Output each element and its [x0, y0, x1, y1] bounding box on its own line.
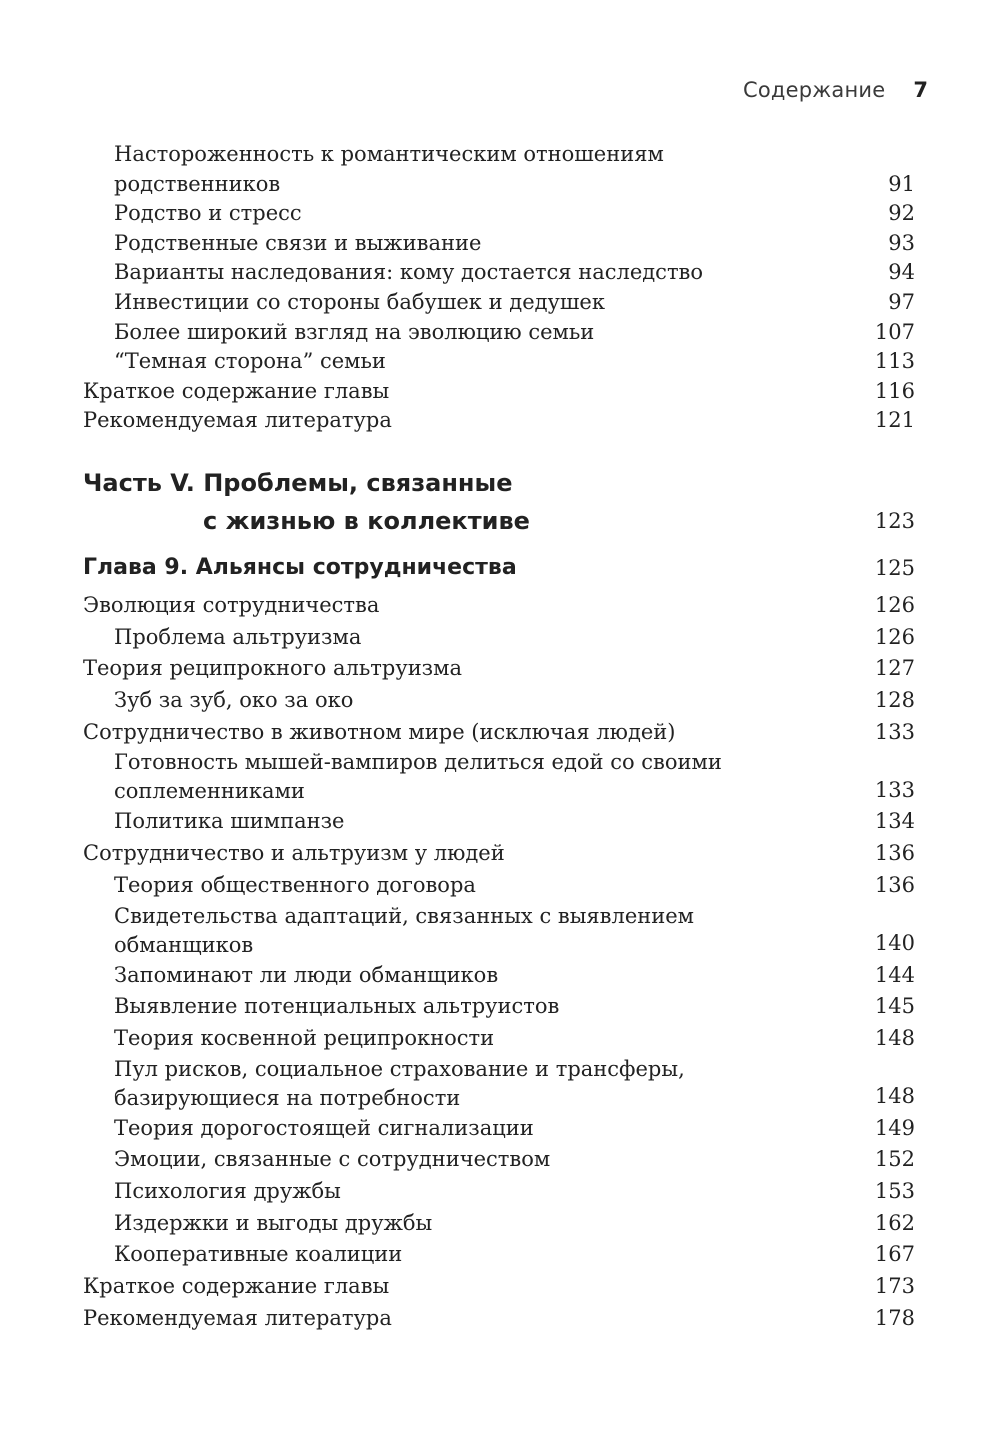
toc-entry-title: Издержки и выгоды дружбы	[114, 1210, 433, 1235]
toc-entry	[83, 1208, 915, 1240]
toc-entry-title: Политика шимпанзе	[114, 809, 345, 834]
running-header	[743, 78, 928, 102]
part-title-row	[83, 502, 915, 540]
toc-entry-title: Инвестиции со стороны бабушек и дедушек	[114, 289, 605, 314]
toc-entry-title: Настороженность к романтическим отношениям родственников	[114, 142, 664, 196]
toc-entry	[83, 685, 915, 717]
toc-entry	[83, 1239, 915, 1271]
toc-entry-page: 136	[874, 841, 915, 866]
toc-entry-title: Сотрудничество в животном мире (исключая людей)	[83, 719, 676, 744]
toc-entry-title: Варианты наследования: кому достается наследство	[114, 260, 704, 285]
toc-entry-title: “Темная сторона” семьи	[114, 349, 386, 374]
toc-entry-title: Родственные связи и выживание	[114, 230, 482, 255]
toc-entry-page: 148	[874, 1025, 915, 1050]
toc-entry	[83, 717, 915, 749]
toc-entry	[83, 229, 915, 259]
toc-entry	[83, 1113, 915, 1145]
toc-entry-page: 127	[874, 656, 915, 681]
toc-entry-title: Сотрудничество и альтруизм у людей	[83, 841, 505, 866]
toc-entry-page: 126	[874, 592, 915, 617]
toc-entry	[83, 1055, 915, 1113]
toc-entry-page: 116	[874, 378, 915, 403]
part-heading	[83, 464, 915, 540]
toc-entry-title: Теория реципрокного альтруизма	[83, 656, 462, 681]
part-title-line1: Часть V. Проблемы, связанные	[83, 468, 513, 497]
toc-entry-page: 113	[874, 349, 915, 374]
toc-entry-title: Теория дорогостоящей сигнализации	[114, 1115, 534, 1140]
toc-entry	[83, 622, 915, 654]
chapter-heading	[83, 550, 915, 586]
toc-entry-page: 107	[874, 319, 915, 344]
toc-entry	[83, 806, 915, 838]
toc-entry-title: Эволюция сотрудничества	[83, 592, 380, 617]
toc-entry-title: Пул рисков, социальное страхование и трансферы, базирующиеся на потребности	[114, 1056, 685, 1110]
toc-entry	[83, 347, 915, 377]
toc-entry-page: 93	[888, 230, 915, 255]
toc-entry	[83, 870, 915, 902]
toc-entry	[83, 838, 915, 870]
toc-entry-title: Эмоции, связанные с сотрудничеством	[114, 1147, 551, 1172]
toc-entry	[83, 199, 915, 229]
toc-entry-title: Теория общественного договора	[114, 872, 476, 897]
toc-entry	[83, 960, 915, 992]
toc-entry	[83, 590, 915, 622]
toc-entry	[83, 258, 915, 288]
chapter-page: 125	[874, 555, 915, 580]
toc-entry	[83, 902, 915, 960]
toc-entry-title: Более широкий взгляд на эволюцию семьи	[114, 319, 595, 344]
toc-entry	[83, 1144, 915, 1176]
toc-entry-page: 144	[874, 962, 915, 987]
toc-entry-page: 126	[874, 624, 915, 649]
table-of-contents	[83, 140, 915, 1335]
toc-entry-page: 173	[874, 1274, 915, 1299]
toc-entry-page: 152	[874, 1147, 915, 1172]
toc-entry	[83, 991, 915, 1023]
toc-entry-page: 97	[888, 289, 915, 314]
toc-entry	[83, 1176, 915, 1208]
toc-entry-page: 136	[874, 872, 915, 897]
toc-entry-page: 134	[874, 809, 915, 834]
toc-bottom-section	[83, 590, 915, 1335]
toc-entry	[83, 1023, 915, 1055]
toc-entry-page: 153	[874, 1179, 915, 1204]
toc-entry-title: Зуб за зуб, око за око	[114, 688, 354, 713]
toc-entry-title: Свидетельства адаптаций, связанных с выявлением обманщиков	[114, 903, 695, 957]
chapter-title: Глава 9. Альянсы сотрудничества	[83, 554, 517, 580]
toc-entry-title: Краткое содержание главы	[83, 1274, 390, 1299]
toc-entry	[83, 1303, 915, 1335]
toc-entry	[83, 748, 915, 806]
toc-entry	[83, 318, 915, 348]
toc-entry-title: Проблема альтруизма	[114, 624, 362, 649]
toc-entry-page: 121	[874, 408, 915, 433]
toc-entry-title: Готовность мышей-вампиров делиться едой со своими соплеменниками	[114, 750, 722, 804]
toc-entry-page: 133	[874, 777, 915, 802]
toc-entry	[83, 288, 915, 318]
toc-entry-page: 140	[874, 930, 915, 955]
toc-entry-title: Теория косвенной реципрокности	[114, 1025, 495, 1050]
toc-entry-title: Психология дружбы	[114, 1179, 341, 1204]
toc-entry-page: 128	[874, 688, 915, 713]
toc-entry-title: Выявление потенциальных альтруистов	[114, 994, 560, 1019]
page-number: 7	[913, 78, 928, 102]
toc-entry-page: 133	[874, 719, 915, 744]
toc-entry-title: Рекомендуемая литература	[83, 408, 392, 433]
toc-entry	[83, 406, 915, 436]
toc-entry-page: 92	[888, 201, 915, 226]
toc-entry-title: Родство и стресс	[114, 201, 302, 226]
toc-entry-page: 162	[874, 1210, 915, 1235]
running-header-title: Содержание	[743, 78, 886, 102]
toc-entry-title: Запоминают ли люди обманщиков	[114, 962, 499, 987]
toc-entry-page: 94	[888, 260, 915, 285]
toc-top-section	[83, 140, 915, 436]
toc-entry-page: 91	[888, 171, 915, 196]
part-page: 123	[874, 508, 915, 533]
toc-entry	[83, 653, 915, 685]
toc-entry-title: Кооперативные коалиции	[114, 1242, 403, 1267]
toc-entry	[83, 1271, 915, 1303]
toc-entry-title: Рекомендуемая литература	[83, 1305, 392, 1330]
toc-entry-page: 167	[874, 1242, 915, 1267]
toc-entry	[83, 140, 915, 199]
toc-entry-page: 178	[874, 1305, 915, 1330]
part-title-line2: с жизнью в коллективе	[203, 506, 530, 535]
toc-entry-page: 145	[874, 994, 915, 1019]
toc-entry-page: 149	[874, 1115, 915, 1140]
toc-entry-page: 148	[874, 1083, 915, 1108]
toc-entry-title: Краткое содержание главы	[83, 378, 390, 403]
toc-entry	[83, 377, 915, 407]
